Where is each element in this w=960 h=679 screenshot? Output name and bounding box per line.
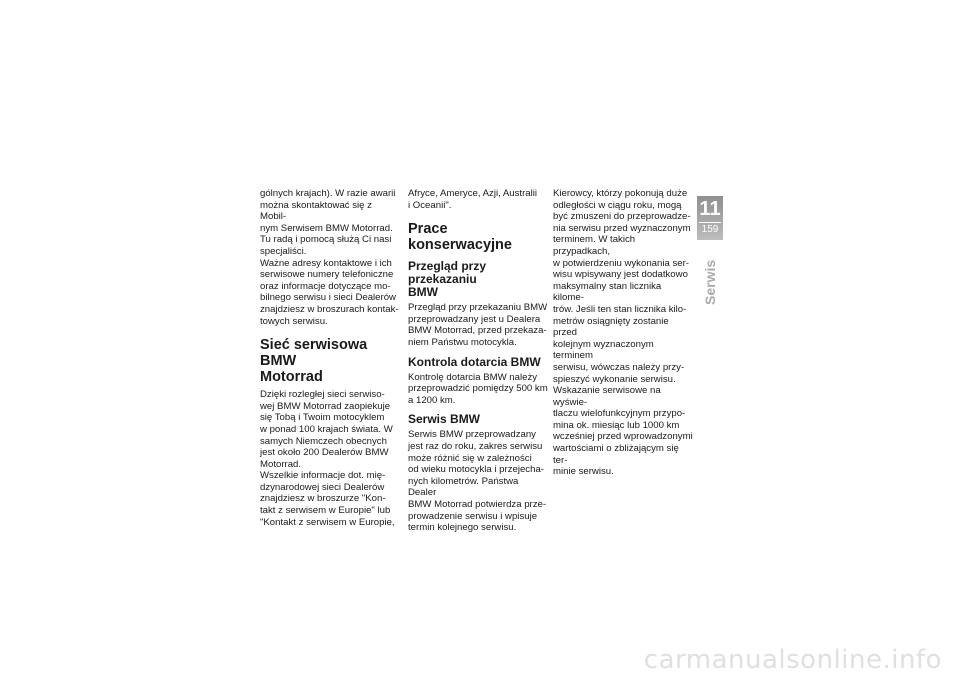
heading-bmw-service: Serwis BMW <box>408 412 481 427</box>
heading-maintenance: Prace konserwacyjne <box>408 221 512 254</box>
chapter-divider <box>699 222 721 223</box>
paragraph-bmw-service: Serwis BMW przeprowadzany jest raz do roku, zakres serwisu może różnić się w zależności od wieku motocykla i przejecha- nych kilometrów. Państwa Dealer BMW Motorrad potwierdza prze- prowadzenie serwisu i wpisuje termin kolejnego serwisu. <box>408 429 547 534</box>
paragraph-handover-check: Przegląd przy przekazaniu BMW przeprowadzany jest u Dealera BMW Motorrad, przed przekaza- niem Państwu motocykla. <box>408 302 548 348</box>
heading-handover-check: Przegląd przy przekazaniu BMW <box>408 259 487 300</box>
paragraph-running-in-check: Kontrolę dotarcia BMW należy przeprowadzić pomiędzy 500 km a 1200 km. <box>408 371 548 406</box>
chapter-tab <box>697 196 723 240</box>
heading-service-network: Sieć serwisowa BMW Motorrad <box>260 337 368 386</box>
watermark: carmanualsonline.info <box>643 645 942 675</box>
paragraph-service-network: Dzięki rozległej sieci serwiso- wej BMW Motorrad zaopiekuje się Tobą i Twoim motocyklem w ponad 100 krajach świata. W samych Niemczech obecnych jest około 200 Dealerów BMW Motorrad. Wszelkie informacje dot. mię- dzynarodowej sieci Dealerów znajdziesz w broszurze "Kon- takt z serwisem w Europie" lub "Kontakt z serwisem w Europie, <box>260 389 395 528</box>
text-column-2 <box>408 188 548 534</box>
chapter-number: 11 <box>699 198 721 220</box>
paragraph-contacts: gólnych krajach). W razie awarii można skontaktować się z Mobil- nym Serwisem BMW Motorrad. Tu radą i pomocą służą Ci nasi specjaliści. Ważne adresy kontaktowe i ich serwisowe numery telefoniczne oraz informacje dotyczące mo- bilnego serwisu i sieci Dealerów znajdziesz w broszurach kontak- towych serwisu. <box>260 188 399 327</box>
page-number: 159 <box>701 224 719 235</box>
section-label: Serwis <box>702 259 718 305</box>
paragraph-continents: Afryce, Ameryce, Azji, Australii i Oceanii". <box>408 188 538 211</box>
paragraph-high-mileage: Kierowcy, którzy pokonują duże odległości w ciągu roku, mogą być zmuszeni do przeprowadze- nia serwisu przed wyznaczonym terminem. W takich przypadkach, w potwierdzeniu wykonania ser- wisu wpisywany jest dodatkowo maksymalny stan licznika kilome- trów. Jeśli ten stan licznika kilo- metrów osiągnięty zostanie przed kolejnym wyznaczonym terminem serwisu, wówczas należy przy- spieszyć wykonanie serwisu. Wskazanie serwisowe na wyświe- tlaczu wielofunkcyjnym przypo- mina ok. miesiąc lub 1000 km wcześniej przed wprowadzonymi wartościami o zbliżającym się ter- minie serwisu. <box>553 188 693 478</box>
text-column-3 <box>553 188 693 478</box>
text-column-1 <box>260 188 400 528</box>
heading-running-in-check: Kontrola dotarcia BMW <box>408 354 541 369</box>
